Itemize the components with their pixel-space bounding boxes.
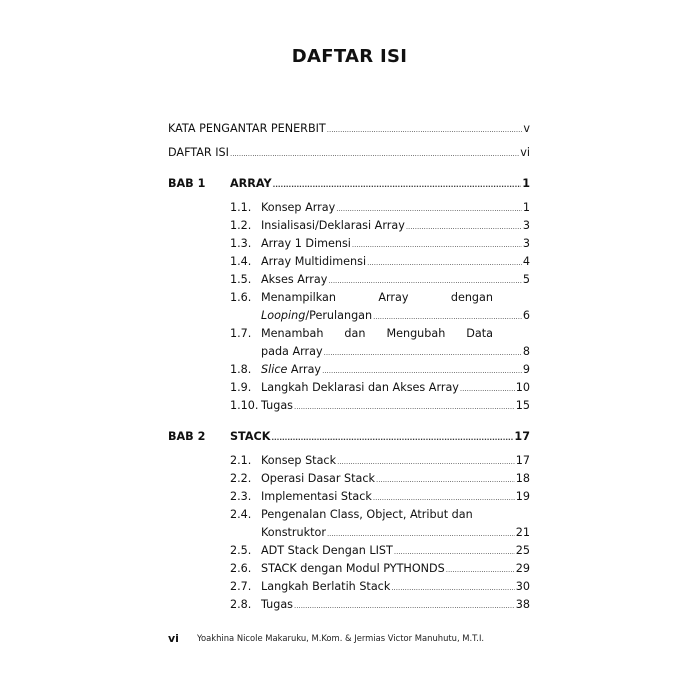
word: Mengubah [386, 327, 446, 340]
label-rest: Array [287, 363, 322, 376]
section-number: 1.6. [230, 291, 252, 304]
toc-entry-label: DAFTAR ISI [168, 146, 229, 159]
leader-dots [322, 367, 522, 376]
section-label [261, 309, 372, 322]
section-number: 1.5. [230, 273, 252, 286]
toc-section[interactable] [261, 562, 530, 575]
leader-dots [328, 277, 522, 286]
word: Array [378, 291, 409, 304]
section-page: 29 [515, 562, 530, 575]
chapter-title: ARRAY [230, 177, 272, 190]
section-label-line1: Pengenalan Class, Object, Atribut dan [261, 508, 473, 521]
section-number: 1.9. [230, 381, 252, 394]
section-page: 3 [522, 219, 530, 232]
toc-section[interactable] [261, 490, 530, 503]
toc-chapter-array[interactable] [230, 177, 530, 190]
section-number: 1.7. [230, 327, 252, 340]
section-number: 2.4. [230, 508, 252, 521]
chapter-page: 17 [514, 430, 530, 443]
section-page: 4 [522, 255, 530, 268]
toc-section[interactable] [261, 472, 530, 485]
section-label: Tugas [261, 598, 294, 611]
leader-dots [271, 434, 513, 443]
toc-entry-page: vi [520, 146, 530, 159]
section-page: 8 [522, 345, 530, 358]
section-page: 5 [522, 273, 530, 286]
section-page: 1 [522, 201, 530, 214]
section-label [261, 363, 321, 376]
leader-dots [460, 385, 515, 394]
section-label: Konsep Stack [261, 454, 337, 467]
leader-dots [230, 150, 519, 159]
section-page: 15 [515, 399, 530, 412]
section-number: 1.8. [230, 363, 252, 376]
toc-section[interactable] [261, 363, 530, 376]
section-number: 1.2. [230, 219, 252, 232]
toc-section[interactable] [261, 219, 530, 232]
toc-section[interactable] [261, 255, 530, 268]
word: Data [466, 327, 493, 340]
italic-term: Looping [261, 309, 306, 322]
leader-dots [367, 259, 522, 268]
section-page: 38 [515, 598, 530, 611]
toc-section[interactable] [261, 237, 530, 250]
section-label: Array Multidimensi [261, 255, 367, 268]
section-page: 30 [515, 580, 530, 593]
section-number: 1.1. [230, 201, 252, 214]
section-number: 1.10. [230, 399, 259, 412]
section-label-line1[interactable] [261, 327, 493, 340]
word: dan [344, 327, 366, 340]
section-number: 2.8. [230, 598, 252, 611]
toc-section[interactable] [261, 544, 530, 557]
section-page: 17 [515, 454, 530, 467]
word: Menambah [261, 327, 324, 340]
leader-dots [273, 181, 522, 190]
section-label: Implementasi Stack [261, 490, 372, 503]
leader-dots [294, 602, 515, 611]
leader-dots [376, 476, 515, 485]
section-label: Akses Array [261, 273, 328, 286]
leader-dots [327, 530, 515, 539]
section-label: Konstruktor [261, 526, 326, 539]
section-page: 19 [515, 490, 530, 503]
toc-section[interactable] [261, 399, 530, 412]
section-page: 6 [522, 309, 530, 322]
leader-dots [406, 223, 522, 232]
section-label: Array 1 Dimensi [261, 237, 351, 250]
section-number: 2.2. [230, 472, 252, 485]
section-label: pada Array [261, 345, 323, 358]
section-number: 1.3. [230, 237, 252, 250]
toc-section[interactable] [261, 598, 530, 611]
toc-section[interactable] [261, 381, 530, 394]
section-label: ADT Stack Dengan LIST [261, 544, 393, 557]
leader-dots [337, 458, 515, 467]
leader-dots [391, 584, 514, 593]
section-label: STACK dengan Modul PYTHONDS [261, 562, 445, 575]
section-label: Tugas [261, 399, 294, 412]
section-page: 10 [515, 381, 530, 394]
italic-term: Slice [261, 363, 288, 376]
toc-chapter-stack[interactable] [230, 430, 530, 443]
toc-entry-label: KATA PENGANTAR PENERBIT [168, 122, 326, 135]
section-label-line1[interactable] [261, 291, 493, 304]
section-label: Konsep Array [261, 201, 336, 214]
section-number: 2.7. [230, 580, 252, 593]
toc-section[interactable] [261, 309, 530, 322]
leader-dots [294, 403, 515, 412]
toc-section[interactable] [261, 273, 530, 286]
section-number: 1.4. [230, 255, 252, 268]
section-label: Insialisasi/Deklarasi Array [261, 219, 405, 232]
leader-dots [327, 126, 523, 135]
leader-dots [394, 548, 515, 557]
toc-entry-daftar-isi[interactable] [168, 146, 530, 159]
section-label: Operasi Dasar Stack [261, 472, 376, 485]
toc-section[interactable] [261, 580, 530, 593]
word: Menampilkan [261, 291, 336, 304]
toc-section[interactable] [261, 454, 530, 467]
footer-page-number: vi [168, 632, 179, 645]
chapter-number: BAB 2 [168, 430, 206, 443]
section-number: 2.1. [230, 454, 252, 467]
toc-section[interactable] [261, 526, 530, 539]
section-page: 3 [522, 237, 530, 250]
leader-dots [373, 313, 522, 322]
leader-dots [373, 494, 515, 503]
section-page: 25 [515, 544, 530, 557]
toc-entry-page: v [523, 122, 530, 135]
chapter-page: 1 [522, 177, 530, 190]
section-number: 2.3. [230, 490, 252, 503]
leader-dots [446, 566, 515, 575]
leader-dots [336, 205, 522, 214]
section-number: 2.5. [230, 544, 252, 557]
leader-dots [324, 349, 522, 358]
toc-section[interactable] [261, 345, 530, 358]
page-title: DAFTAR ISI [291, 46, 408, 67]
label-rest: /Perulangan [305, 309, 373, 322]
footer-authors: Yoakhina Nicole Makaruku, M.Kom. & Jermias Victor Manuhutu, M.T.I. [197, 633, 485, 643]
section-label: Langkah Berlatih Stack [261, 580, 391, 593]
section-page: 21 [515, 526, 530, 539]
section-label: Langkah Deklarasi dan Akses Array [261, 381, 459, 394]
section-number: 2.6. [230, 562, 252, 575]
section-page: 18 [515, 472, 530, 485]
chapter-title: STACK [230, 430, 271, 443]
toc-section[interactable] [261, 201, 530, 214]
word: dengan [450, 291, 493, 304]
section-page: 9 [522, 363, 530, 376]
leader-dots [352, 241, 522, 250]
toc-entry-kata-pengantar[interactable] [168, 122, 530, 135]
chapter-number: BAB 1 [168, 177, 206, 190]
